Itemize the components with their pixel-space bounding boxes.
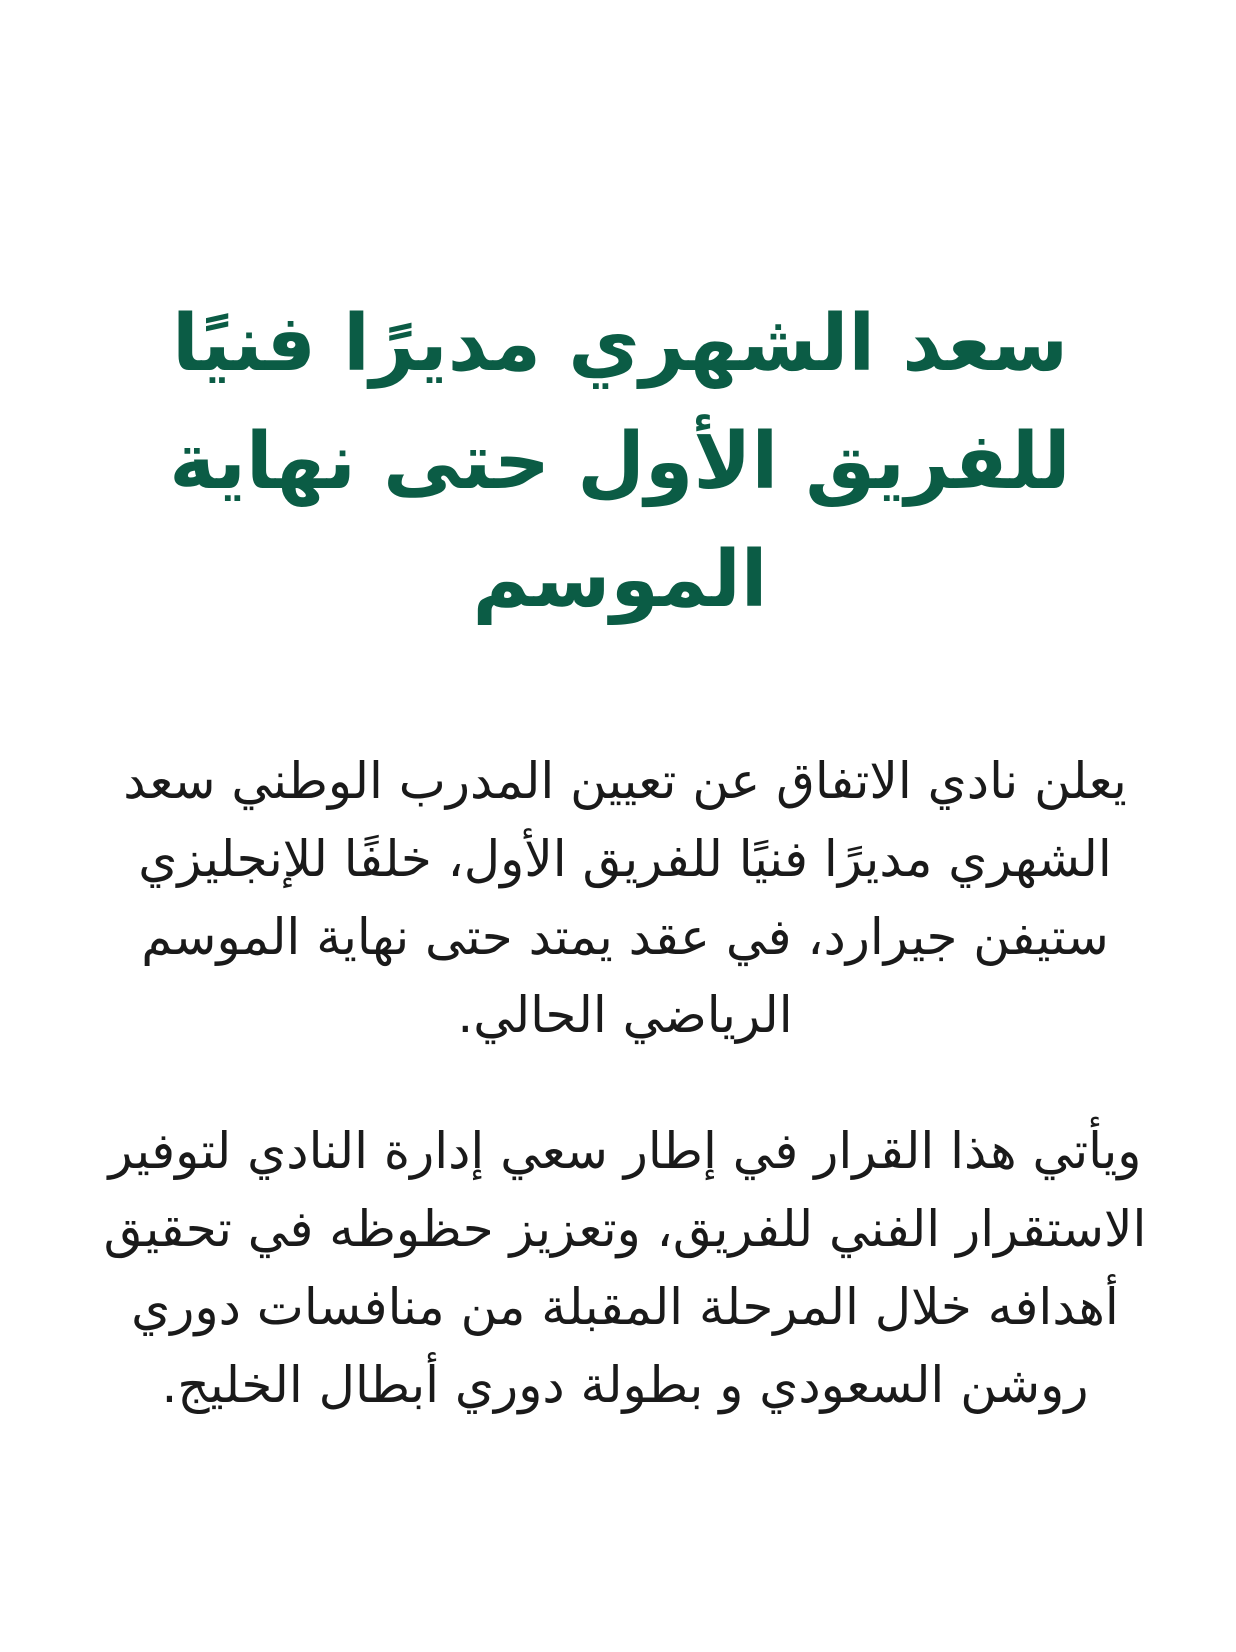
paragraph-appointment: يعلن نادي الاتفاق عن تعيين المدرب الوطني سعد الشهري مديرًا فنيًا للفريق الأول، خلفًا للإنجليزي ستيفن جيرارد، في عقد يمتد حتى نهاية الموسم الرياضي الحالي. (123, 752, 1127, 1044)
headline: سعد الشهري مديرًا فنيًا للفريق الأول حتى نهاية الموسم (169, 299, 1071, 625)
paragraph-reason: ويأتي هذا القرار في إطار سعي إدارة النادي لتوفير الاستقرار الفني للفريق، وتعزيز حظوظه في تحقيق أهدافه خلال المرحلة المقبلة من منافسات دوري روشن السعودي و بطولة دوري أبطال الخليج. (103, 1122, 1147, 1414)
